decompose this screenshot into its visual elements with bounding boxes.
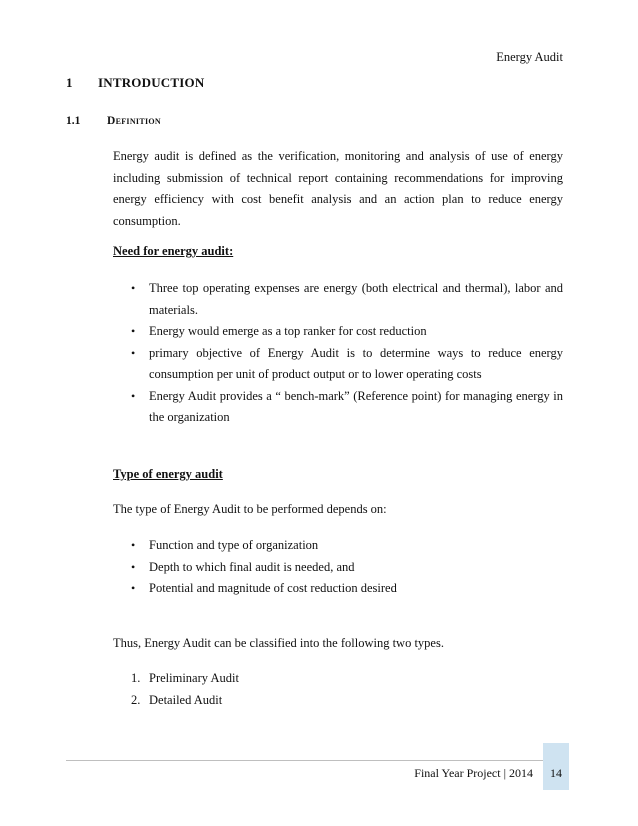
list-item-text: Three top operating expenses are energy (both electrical and thermal), labor and materials. <box>149 281 563 317</box>
bullet-icon: • <box>131 324 136 338</box>
bullet-icon: • <box>131 281 136 295</box>
list-item <box>131 321 563 343</box>
subsection-title: Definition <box>107 115 161 127</box>
bullet-icon: • <box>131 388 136 403</box>
list-item-text: Function and type of organization <box>149 538 319 552</box>
list-item <box>131 690 239 712</box>
list-item <box>131 535 563 557</box>
bullet-icon: • <box>131 538 136 552</box>
list-item-text: Energy Audit provides a “ bench-mark” (Reference point) for managing energy in the organization <box>149 388 563 424</box>
footer-label: Final Year Project | 2014 <box>414 766 533 780</box>
footer-divider <box>66 760 566 761</box>
section-title: INTRODUCTION <box>98 75 205 90</box>
running-header: Energy Audit <box>496 50 563 64</box>
list-number: 2. <box>131 692 141 707</box>
list-item <box>131 343 563 386</box>
bullet-icon: • <box>131 345 136 360</box>
list-item <box>131 668 239 690</box>
list-item-text: Depth to which final audit is needed, and <box>149 559 355 574</box>
types-factors-list <box>131 535 563 600</box>
bullet-icon: • <box>131 581 136 595</box>
page-number: 14 <box>550 766 562 780</box>
need-heading: Need for energy audit: <box>113 244 234 258</box>
list-item <box>131 278 563 321</box>
list-item-text: Preliminary Audit <box>149 671 239 685</box>
types-heading: Type of energy audit <box>113 467 223 481</box>
list-item-text: primary objective of Energy Audit is to determine ways to reduce energy consumption per unit of product output or to lower operating costs <box>149 345 563 381</box>
list-number: 1. <box>131 671 141 685</box>
types-intro: The type of Energy Audit to be performed depends on: <box>113 502 387 516</box>
subsection-number: 1.1 <box>66 115 81 127</box>
bullet-icon: • <box>131 559 136 574</box>
need-list <box>131 278 563 429</box>
list-item <box>131 578 563 600</box>
list-item-text: Energy would emerge as a top ranker for cost reduction <box>149 324 427 338</box>
list-item-text: Potential and magnitude of cost reduction desired <box>149 581 397 595</box>
classification-sentence: Thus, Energy Audit can be classified into the following two types. <box>113 636 444 650</box>
audit-types-list <box>131 668 239 711</box>
definition-paragraph: Energy audit is defined as the verification, monitoring and analysis of use of energy including submission of technical report containing recommendations for improving energy efficiency with cost benefit analysis and an action plan to reduce energy consumption. <box>113 149 563 228</box>
section-number: 1 <box>66 75 73 90</box>
list-item <box>131 386 563 429</box>
list-item-text: Detailed Audit <box>149 692 223 707</box>
list-item <box>131 557 563 579</box>
